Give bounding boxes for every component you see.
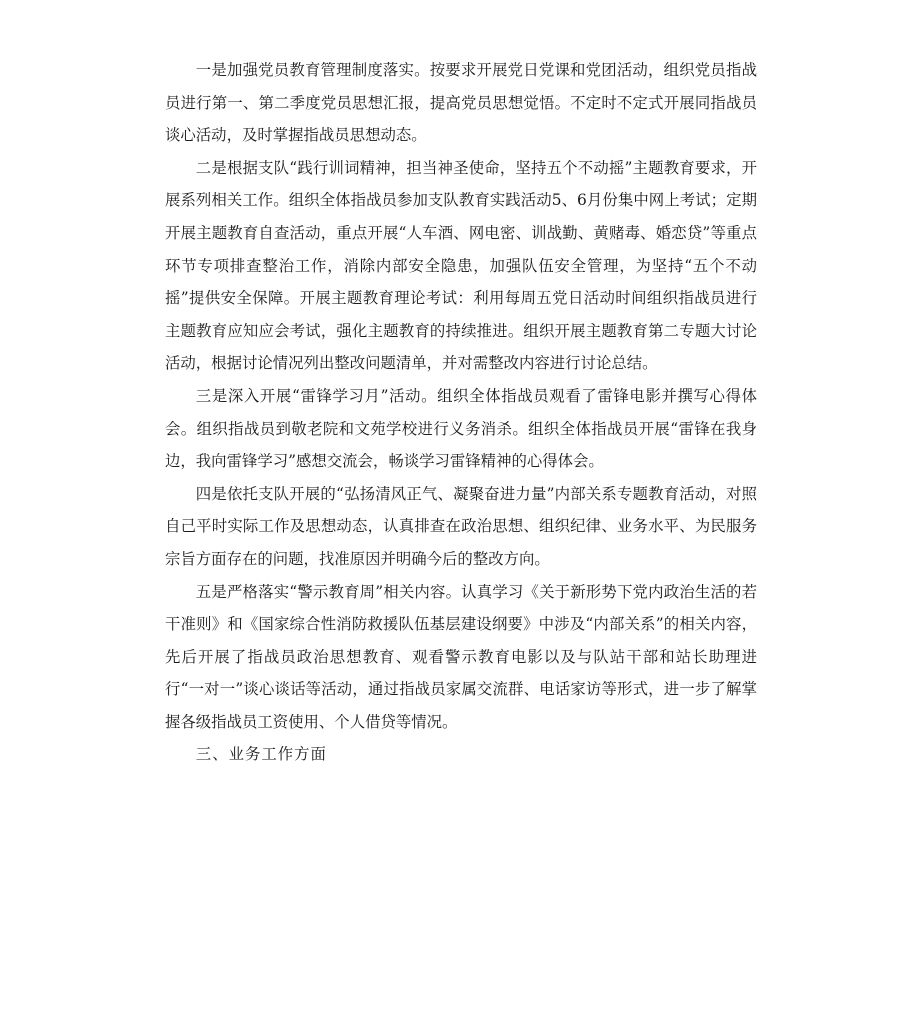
paragraph-theme-education: 二是根据支队“践行训词精神，担当神圣使命，坚持五个不动摇”主题教育要求，开展系列相关工作。组织全体指战员参加支队教育实践活动5、6月份集中网上考试；定期开展主题教育自查活动，重点开展“人车酒、网电密、训战勤、黄赌毒、婚恋贷”等重点环节专项排查整治工作，消除内部安全隐患，加强队伍安全管理，为坚持“五个不动摇”提供安全保障。开展主题教育理论考试：利用每周五党日活动时间组织指战员进行主题教育应知应会考试，强化主题教育的持续推进。组织开展主题教育第二专题大讨论活动，根据讨论情况列出整改问题清单，并对需整改内容进行讨论总结。 [165, 158, 757, 373]
paragraph-warning-week: 五是严格落实“警示教育周”相关内容。认真学习《关于新形势下党内政治生活的若干准则》和《国家综合性消防救援队伍基层建设纲要》中涉及“内部关系”的相关内容，先后开展了指战员政治思想教育、观看警示教育电影以及与队站干部和站长助理进行“一对一”谈心谈话等活动，通过指战员家属交流群、电话家访等形式，进一步了解掌握各级指战员工资使用、个人借贷等情况。 [165, 582, 757, 731]
section-heading: 三、业务工作方面 [195, 745, 327, 764]
document-body [165, 54, 757, 771]
paragraph-leifeng-month: 三是深入开展“雷锋学习月”活动。组织全体指战员观看了雷锋电影并撰写心得体会。组织指战员到敬老院和文苑学校进行义务消杀。组织全体指战员开展“雷锋在我身边，我向雷锋学习”感想交流会，畅谈学习雷锋精神的心得体会。 [165, 386, 757, 471]
paragraph-party-education: 一是加强党员教育管理制度落实。按要求开展党日党课和党团活动，组织党员指战员进行第一、第二季度党员思想汇报，提高党员思想觉悟。不定时不定式开展同指战员谈心活动，及时掌握指战员思想动态。 [165, 61, 757, 145]
paragraph-internal-relations: 四是依托支队开展的“弘扬清风正气、凝聚奋进力量”内部关系专题教育活动，对照自己平时实际工作及思想动态，认真排查在政治思想、组织纪律、业务水平、为民服务宗旨方面存在的问题，找准原因并明确今后的整改方向。 [165, 484, 757, 568]
